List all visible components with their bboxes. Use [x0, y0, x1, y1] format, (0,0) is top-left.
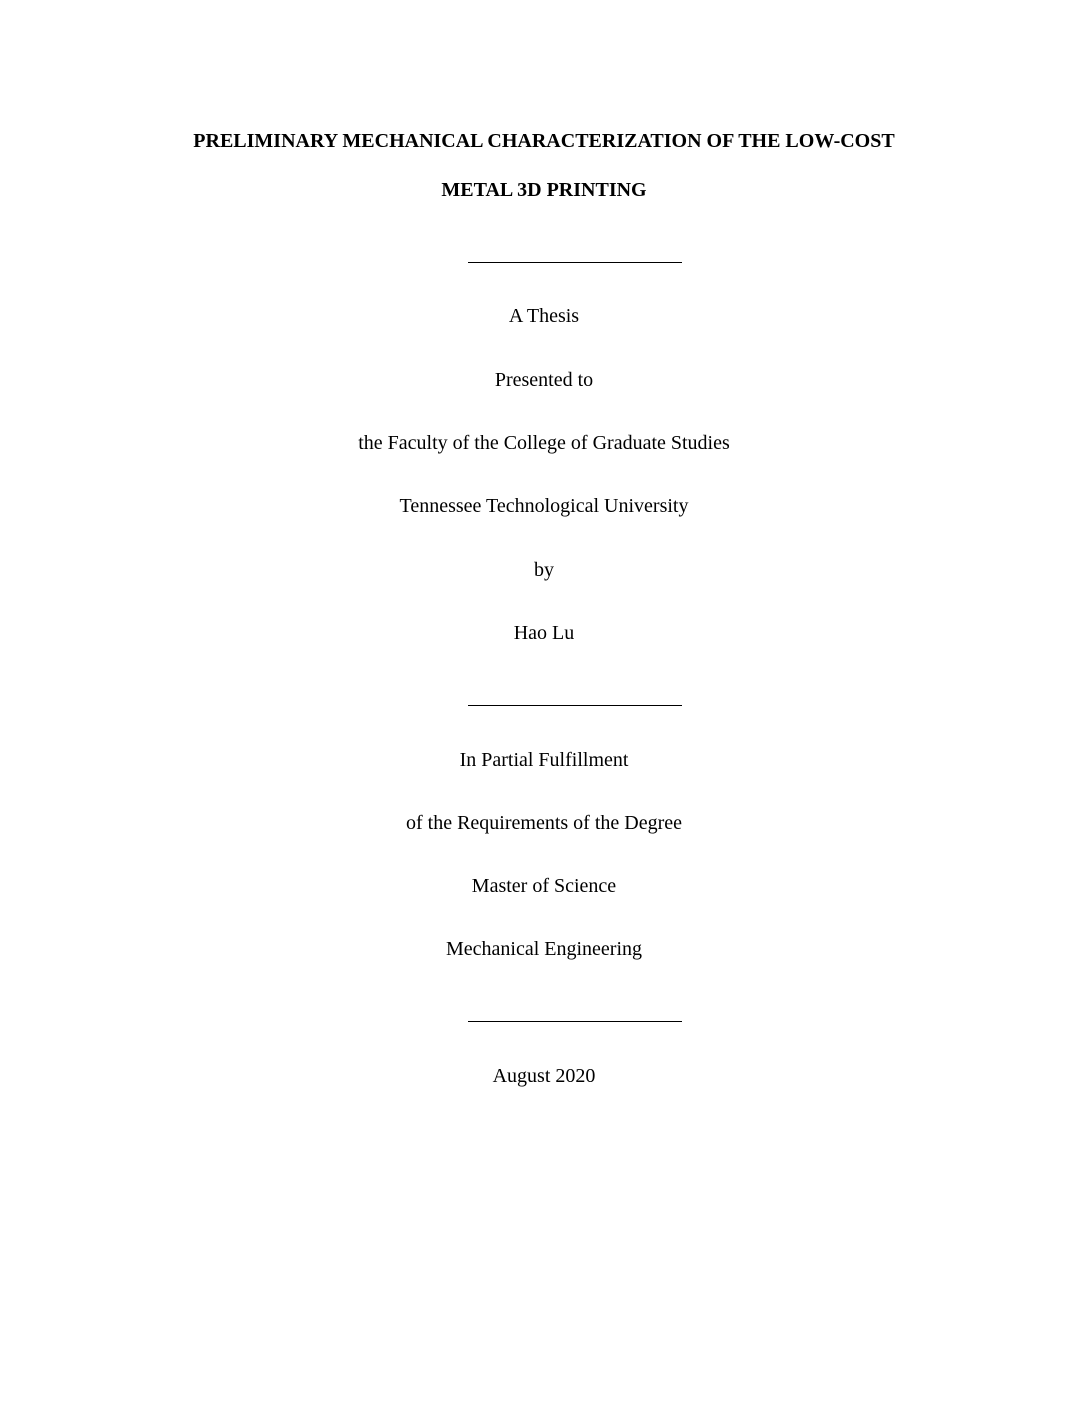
submission-date: August 2020 — [492, 1065, 596, 1087]
divider-rule-1 — [468, 262, 682, 263]
thesis-label: A Thesis — [508, 305, 580, 327]
divider-rule-2 — [468, 705, 682, 706]
requirements-text: of the Requirements of the Degree — [405, 812, 682, 834]
degree-name: Master of Science — [471, 875, 617, 897]
faculty-text: the Faculty of the College of Graduate Studies — [358, 432, 730, 454]
thesis-title-line-1: PRELIMINARY MECHANICAL CHARACTERIZATION OF THE LOW-COST — [193, 130, 895, 152]
fulfillment-text: In Partial Fulfillment — [459, 749, 629, 771]
by-text: by — [534, 559, 554, 581]
university-name: Tennessee Technological University — [399, 495, 689, 517]
presented-to-text: Presented to — [494, 369, 594, 391]
field-of-study: Mechanical Engineering — [445, 938, 643, 960]
thesis-title-line-2: METAL 3D PRINTING — [441, 179, 647, 201]
author-name: Hao Lu — [513, 622, 575, 644]
divider-rule-3 — [468, 1021, 682, 1022]
